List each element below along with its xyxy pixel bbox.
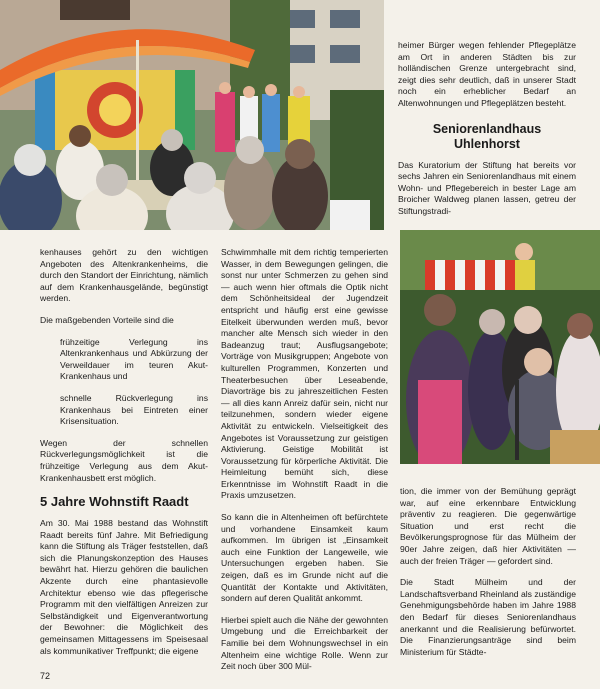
paragraph: So kann die in Altenheimen oft befürchtete und vorhandene Einsamkeit kaum aufkommen. Im übrigen ist „Einsamkeit auch eine Funktion der Langeweile, wie Untersuchungen ergeben haben. Sie zeigen, daß es im Grunde nicht auf die Quantität der Kontakte und Aktivitäten, sondern auf deren Qualität ankommt.: [221, 512, 388, 604]
garden-party-photo: [0, 0, 384, 230]
paragraph: Hierbei spielt auch die Nähe der gewohnten Umgebung und die Erreichbarkeit der Familie bei dem Wohnungswechsel in ein Altenheim eine wichtige Rolle. Wenn zur Zeit noch über 300 Mül-: [221, 614, 388, 672]
section-heading-seniorenlandhaus: [398, 122, 576, 152]
paragraph: Die Stadt Mülheim und der Landschaftsverband Rheinland als zuständige Genehmigungsbehörde haben im Jahre 1988 den Bedarf für dieses Seniorenlandhaus anerkannt und die Realisierung befürwortet. Die Finanzierungsanträge sind beim Ministerium für Städte-: [400, 577, 576, 657]
heading-line: Uhlenhorst: [454, 136, 520, 151]
paragraph: Die maßgebenden Vorteile sind die: [40, 314, 174, 325]
section-heading-wohnstift: 5 Jahre Wohnstift Raadt: [40, 494, 189, 510]
text-column-3: [400, 486, 576, 658]
text-column-1: [40, 247, 208, 657]
audience-photo: [400, 230, 600, 464]
paragraph: kenhauses gehört zu den wichtigen Angeboten des Altenkrankenheims, die durch den Standort der Einrichtung, nämlich auf dem Krankenhausgelände, begünstigt werden.: [40, 247, 208, 304]
paragraph: Am 30. Mai 1988 bestand das Wohnstift Raadt bereits fünf Jahre. Mit Befriedigung kann die Stiftung als Träger feststellen, daß sich die Planungskonzeption des Hauses bewährt hat. Hierzu gehören die baulichen Akzente durch eine phantasievolle Architektur ebenso wie das pflegerische Programm mit den vielfältigen Anreizen zur Selbständigkeit und Eigenverantwortung der Bewohner: die Möglichkeit des gemeinsamen Mittagessens im Speisesaal als kommunikativer Treffpunkt; die eigene: [40, 518, 208, 656]
list-item: schnelle Rückverlegung ins Krankenhaus bei Eintreten einer Krisensituation.: [60, 392, 208, 427]
paragraph: Das Kuratorium der Stiftung hat bereits vor sechs Jahren ein Seniorenlandhaus mit einem Wohn- und Pflegebereich in bester Lage am Broicher Waldweg planen lassen, getreu der Stiftungstradi-: [398, 159, 576, 216]
paragraph: Wegen der schnellen Rückverlegungsmöglichkeit ist die frühzeitige Verlegung aus dem Akut-Krankenhausbett erst möglich.: [40, 437, 208, 483]
heading-line: Seniorenlandhaus: [432, 121, 542, 136]
paragraph: Schwimmhalle mit dem richtig temperierten Wasser, in dem Bewegungen gelingen, die sonst nur unter Schmerzen zu gehen sind — auch wenn hier oftmals die Optik nicht dem Schönheitsideal der Jugendzeit entspricht und häufig erst eine gewisse Eitelkeit überwunden werden muß, bevor mancher alte Mensch sich wieder in den Badeanzug traut; Ausflugsangebote; Vorträge von Musikgruppen; Angebote von kulturellen Programmen, Konzerten und Theaterbesuchen über Leseabende, Diavorträge bis zu jahreszeitlichen Festen — all dies kann Anreiz dafür sein, nicht nur teilzunehmen, sondern wieder eigene Aktivität zu entwickeln. Vielseitigkeit des Angebotes ist Voraussetzung zur geistigen Aktivierung. Geistige Mobilität ist Voraussetzung für körperliche Aktivität. Die Heimleitung bemüht sich, diese Erkenntnisse im Wohnstift Raadt in die Praxis umzusetzen.: [221, 247, 388, 501]
text-column-2: [221, 247, 388, 673]
paragraph: tion, die immer von der Bemühung geprägt war, auf eine erkennbare Entwicklung präventiv zu reagieren. Die gegenwärtige Situation und erst recht die Bevölkerungsprognose für das Mülheim der 90er Jahre zeigen, daß hier Aktivitäten — auch der freien Träger — gefordert sind.: [400, 486, 576, 566]
text-column-right-top: [398, 40, 576, 228]
page-number: 72: [40, 671, 51, 681]
paragraph: heimer Bürger wegen fehlender Pflegeplätze am Ort in anderen Städten bis zur holländischen Grenze untergebracht sind, zeigt dies sehr deutlich, daß in unserer Stadt noch ein erheblicher Bedarf an Altenwohnungen und Pflegeplätzen besteht.: [398, 40, 576, 108]
list-item: frühzeitige Verlegung ins Altenkrankenhaus und Abkürzung der Verweildauer im teuren Akut-Krankenhaus und: [60, 336, 208, 382]
